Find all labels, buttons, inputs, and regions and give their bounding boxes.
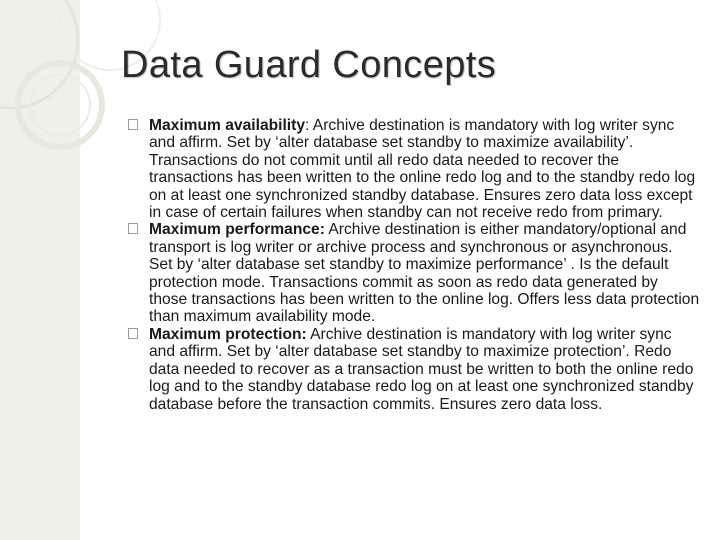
bullet-lead: Maximum availability — [149, 117, 305, 134]
bullet-marker-icon — [128, 119, 138, 130]
bullet-text: : Archive destination is mandatory with log writer sync and affirm. Set by ‘alter database set standby to maximize availability’. Transactions do not commit until all redo data needed to recover the transactions has been written to the online redo log and to the standby redo log on at least one synchronized standby database. Ensures zero data loss except in case of certain failures when standby can not receive redo from primary. — [149, 117, 696, 222]
bullet-text: Archive destination is mandatory with log writer sync and affirm. Set by ‘alter database set standby to maximize protection’. Redo data needed to recover as a transaction must be written to both the online redo log and to the standby database redo log on at least one synchronized standby database before the transaction commits. Ensures zero data loss. — [149, 325, 694, 413]
slide-title: Data Guard Concepts — [121, 44, 497, 86]
bullet-marker-icon — [128, 223, 138, 234]
bullet-text: Archive destination is either mandatory/optional and transport is log writer or archive process and synchronous or asynchronous. Set by ‘alter database set standby to maximize performance’ . Is the default protection mode. Transactions commit as soon as redo data generated by those transactions has been written to the online log. Offers less data protection than maximum availability mode. — [149, 221, 700, 326]
bullet-item-max-protection — [128, 326, 700, 413]
bullet-marker-icon — [128, 328, 138, 339]
bullet-item-max-availability — [128, 117, 700, 221]
bullet-list — [128, 117, 700, 413]
bullet-item-max-performance — [128, 221, 700, 325]
slide-sidebar-band — [0, 0, 80, 540]
bullet-lead: Maximum performance: — [149, 221, 325, 239]
bullet-lead: Maximum protection: — [149, 325, 307, 343]
